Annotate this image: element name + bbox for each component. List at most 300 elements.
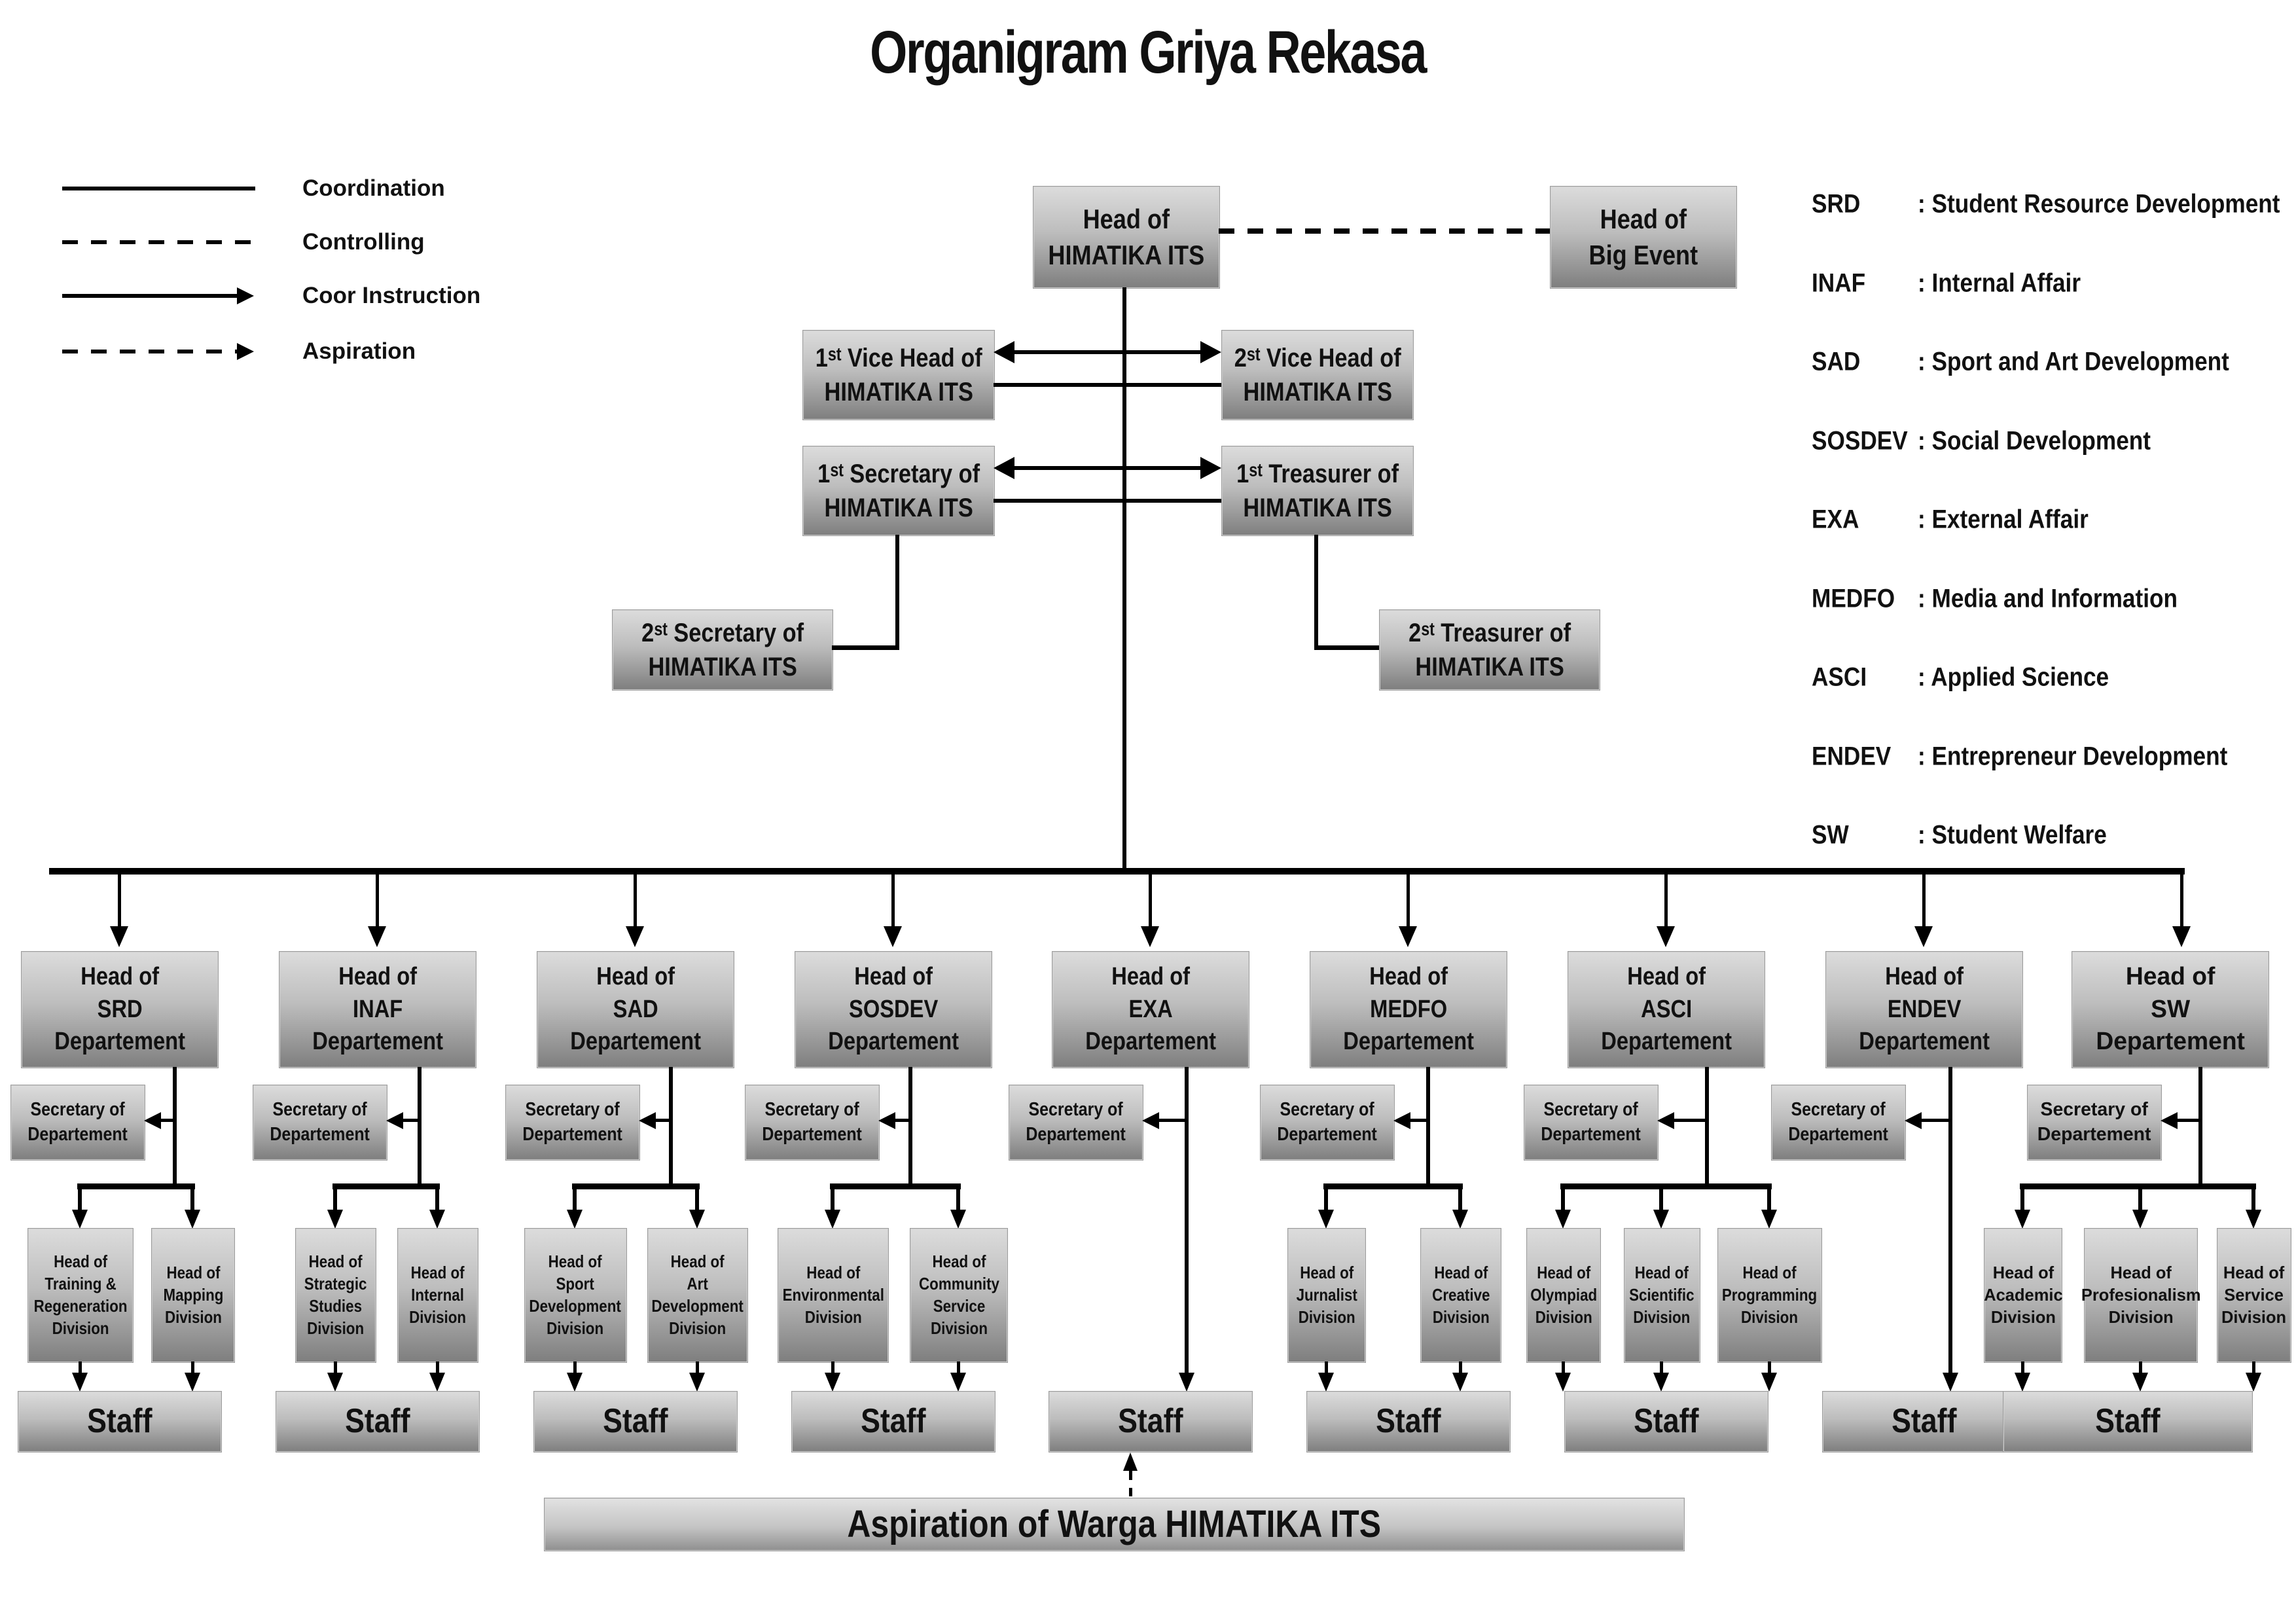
node-secretary-1 — [802, 446, 995, 536]
legend-line-solid — [62, 187, 255, 190]
node-label — [2081, 1262, 2201, 1328]
division-staff-arrowhead-icon-asci-2 — [1761, 1373, 1777, 1392]
controlling-link-line — [1219, 228, 1550, 234]
drop-arrowhead-icon-asci — [1657, 926, 1675, 947]
division-box-asci-0 — [1526, 1228, 1601, 1363]
dept-box-inaf — [279, 951, 476, 1068]
node-label-line: Environmental — [782, 1285, 884, 1305]
abbr-code: EXA — [1812, 505, 1859, 534]
node-label-line: Training & — [45, 1274, 117, 1294]
drop-arrow-shaft-exa — [1149, 875, 1152, 926]
node-label-line: Departement — [54, 1028, 185, 1056]
abbr-code: ENDEV — [1812, 742, 1892, 771]
division-staff-shaft-medfo-1 — [1459, 1362, 1462, 1373]
node-label-line: Departement — [1085, 1028, 1216, 1056]
branch-shaft-sosdev-1 — [956, 1189, 960, 1210]
drop-arrow-shaft-asci — [1664, 875, 1668, 926]
node-label-line: Head of — [1627, 963, 1706, 991]
staff-box-inaf — [276, 1391, 480, 1453]
branch-arrowhead-icon-asci-0 — [1555, 1210, 1571, 1229]
secretary-box-sad — [505, 1085, 640, 1161]
node-label-line: Division — [1298, 1307, 1355, 1327]
node-label — [641, 616, 804, 684]
division-staff-arrowhead-icon-sad-0 — [567, 1373, 583, 1392]
node-label — [2096, 961, 2245, 1058]
legend-label: Coordination — [302, 175, 445, 201]
node-label — [1026, 1098, 1126, 1147]
division-box-srd-1 — [151, 1228, 235, 1363]
staff-box-exa — [1049, 1391, 1253, 1453]
branch-shaft-sad-0 — [573, 1189, 577, 1210]
node-label-line: Departement — [570, 1028, 701, 1056]
node-label-line: Division — [2108, 1307, 2174, 1327]
feed-line-srd — [173, 1067, 177, 1186]
node-label-line: HIMATIKA ITS — [1415, 653, 1564, 681]
division-box-sosdev-0 — [778, 1228, 889, 1363]
division-box-inaf-0 — [295, 1228, 376, 1363]
abbr-code: SOSDEV — [1812, 426, 1908, 456]
node-label-line: Secretary of — [272, 1099, 368, 1121]
node-label-line: Jurnalist — [1296, 1285, 1357, 1305]
node-label-line: Head of — [596, 963, 675, 991]
division-staff-arrowhead-icon-inaf-0 — [327, 1373, 343, 1392]
node-label-line: Community — [918, 1274, 999, 1294]
node-label-line: Division — [669, 1318, 726, 1338]
coor-arrowhead-right-icon — [1200, 457, 1221, 479]
abbr-code: MEDFO — [1812, 584, 1895, 613]
node-label — [1049, 202, 1205, 273]
node-label-line: Departement — [1277, 1124, 1378, 1145]
division-staff-arrowhead-icon-asci-0 — [1555, 1373, 1571, 1392]
node-label-line: Head of — [1434, 1263, 1488, 1283]
node-label-line: 2ˢᵗ Secretary of — [641, 619, 804, 647]
elbow-line — [1314, 645, 1379, 650]
abbr-code: SAD — [1812, 347, 1861, 376]
node-label-line: Programming — [1722, 1285, 1818, 1305]
branch-shaft-inaf-0 — [333, 1189, 337, 1210]
secretary-arrow-shaft-sw — [2178, 1119, 2200, 1122]
aspiration-label — [848, 1500, 1382, 1549]
legend-line-dashed — [62, 240, 255, 244]
node-label — [1343, 961, 1474, 1058]
node-label — [1278, 1098, 1377, 1147]
branch-arrowhead-icon-inaf-0 — [327, 1210, 343, 1229]
node-label-line: Head of — [54, 1252, 107, 1272]
node-label-line: Head of — [548, 1252, 602, 1272]
abbr-meaning: : Internal Affair — [1918, 268, 2081, 298]
feed-line-exa — [1185, 1067, 1189, 1373]
legend-arrowhead-icon — [237, 287, 254, 304]
node-label-line: Head of — [932, 1252, 986, 1272]
legend-label: Controlling — [302, 229, 425, 255]
abbr-meaning: : Media and Information — [1918, 584, 2178, 613]
division-staff-shaft-sad-1 — [696, 1362, 699, 1373]
node-label-line: Head of — [166, 1263, 220, 1283]
division-staff-shaft-srd-0 — [79, 1362, 82, 1373]
node-label-line: Art — [687, 1274, 709, 1294]
division-box-asci-1 — [1624, 1228, 1700, 1363]
division-box-sad-1 — [647, 1228, 748, 1363]
coor-arrowhead-left-icon — [994, 457, 1014, 479]
feed-line-asci — [1705, 1067, 1709, 1186]
branch-arrowhead-icon-medfo-1 — [1452, 1210, 1468, 1229]
node-label-line: Service — [2224, 1285, 2284, 1305]
division-staff-arrowhead-icon-sw-0 — [2015, 1373, 2030, 1392]
node-label-line: Departement — [2037, 1124, 2151, 1145]
node-label-line: Secretary of — [1543, 1099, 1639, 1121]
node-label-line: Secretary of — [525, 1099, 620, 1121]
secretary-arrowhead-icon-endev — [1905, 1112, 1922, 1129]
node-label-line: Departement — [1601, 1028, 1732, 1056]
branch-arrowhead-icon-sw-0 — [2015, 1210, 2030, 1229]
node-label-line: Head of — [1369, 963, 1448, 991]
split-line-sad — [572, 1183, 700, 1189]
node-label-line: Development — [651, 1296, 744, 1316]
division-staff-shaft-sw-1 — [2139, 1362, 2142, 1373]
node-label-line: Development — [529, 1296, 622, 1316]
branch-arrowhead-icon-medfo-0 — [1318, 1210, 1334, 1229]
node-label-line: HIMATIKA ITS — [824, 378, 973, 406]
node-label-line: Head of — [854, 963, 933, 991]
drop-arrow-shaft-sad — [634, 875, 637, 926]
branch-arrowhead-icon-sosdev-0 — [825, 1210, 840, 1229]
aspiration-box — [544, 1498, 1685, 1551]
title-wrap — [0, 18, 2296, 87]
division-staff-shaft-asci-1 — [1660, 1362, 1663, 1373]
node-label — [1789, 1098, 1888, 1147]
node-label-line: Head of — [81, 963, 159, 991]
drop-arrowhead-icon-srd — [110, 926, 128, 947]
dept-box-medfo — [1310, 951, 1507, 1068]
node-label-line: Secretary of — [764, 1099, 860, 1121]
node-label — [1376, 1399, 1441, 1444]
node-label — [2037, 1098, 2151, 1147]
secretary-arrow-shaft-endev — [1922, 1119, 1950, 1122]
dept-box-sad — [537, 951, 734, 1068]
division-staff-shaft-medfo-0 — [1325, 1362, 1328, 1373]
node-label-line: Olympiad — [1530, 1285, 1597, 1305]
node-label-line: Academic — [1983, 1285, 2063, 1305]
division-staff-shaft-inaf-1 — [436, 1362, 439, 1373]
node-label-line: MEDFO — [1369, 995, 1447, 1023]
node-label-line: 2ˢᵗ Treasurer of — [1408, 619, 1571, 647]
node-label-line: Division — [1535, 1307, 1592, 1327]
node-label — [410, 1262, 467, 1328]
division-staff-arrowhead-icon-medfo-0 — [1318, 1373, 1334, 1392]
legend-label: Coor Instruction — [302, 283, 481, 308]
secretary-box-medfo — [1260, 1085, 1395, 1161]
abbr-meaning: : Entrepreneur Development — [1918, 742, 2228, 771]
node-label — [523, 1098, 622, 1147]
node-label-line: Head of — [1992, 1263, 2054, 1283]
node-label-line: Division — [930, 1318, 988, 1338]
node-label — [861, 1399, 925, 1444]
feed-line-sad — [669, 1067, 673, 1186]
node-label-line: Head of — [308, 1252, 363, 1272]
division-staff-shaft-sad-0 — [573, 1362, 577, 1373]
secretary-arrow-shaft-medfo — [1410, 1119, 1428, 1122]
division-staff-shaft-sw-0 — [2021, 1362, 2024, 1373]
branch-arrowhead-icon-sw-1 — [2132, 1210, 2148, 1229]
division-staff-arrowhead-icon-medfo-1 — [1452, 1373, 1468, 1392]
division-box-srd-0 — [27, 1228, 134, 1363]
branch-shaft-asci-2 — [1767, 1189, 1771, 1210]
abbr-code: INAF — [1812, 268, 1866, 298]
branch-arrowhead-icon-srd-0 — [72, 1210, 88, 1229]
abbr-meaning: : Sport and Art Development — [1918, 347, 2229, 376]
branch-arrowhead-icon-asci-1 — [1653, 1210, 1669, 1229]
node-label — [652, 1251, 744, 1339]
node-label-line: Division — [307, 1318, 365, 1338]
legend-line-dashed-arrow — [62, 350, 237, 353]
drop-arrow-shaft-endev — [1922, 875, 1926, 926]
node-label-line: Staff — [1634, 1402, 1699, 1441]
division-staff-arrowhead-icon-sw-1 — [2132, 1373, 2148, 1392]
node-label-line: Departement — [1026, 1124, 1126, 1145]
node-label-line: Staff — [1376, 1402, 1441, 1441]
node-label-line: 2ˢᵗ Vice Head of — [1234, 344, 1401, 372]
drop-arrow-shaft-inaf — [376, 875, 379, 926]
trunk-line — [1122, 287, 1126, 871]
dept-box-sosdev — [795, 951, 992, 1068]
drop-arrowhead-icon-sad — [626, 926, 644, 947]
branch-shaft-sw-2 — [2251, 1189, 2255, 1210]
node-label-line: 1ˢᵗ Vice Head of — [815, 344, 982, 372]
division-box-sw-2 — [2217, 1228, 2291, 1363]
node-label-line: Staff — [1118, 1402, 1183, 1441]
feed-line-medfo — [1426, 1067, 1430, 1186]
feed-line-sosdev — [908, 1067, 912, 1186]
node-label — [270, 1098, 370, 1147]
staff-box-endev — [1822, 1391, 2026, 1453]
node-label-line: Staff — [345, 1402, 410, 1441]
secretary-arrowhead-icon-inaf — [386, 1112, 403, 1129]
node-label — [816, 341, 982, 409]
node-label — [817, 457, 980, 525]
node-label — [1589, 202, 1698, 273]
dept-box-exa — [1052, 951, 1249, 1068]
node-label-line: Head of — [338, 963, 417, 991]
branch-arrowhead-icon-sw-2 — [2246, 1210, 2261, 1229]
branch-shaft-inaf-1 — [435, 1189, 439, 1210]
abbr-meaning: : External Affair — [1918, 505, 2089, 534]
node-label-line: SAD — [613, 995, 658, 1023]
node-label-line: SW — [2150, 995, 2190, 1023]
node-label — [1601, 961, 1732, 1058]
division-box-asci-2 — [1717, 1228, 1822, 1363]
node-label — [304, 1251, 367, 1339]
dept-box-asci — [1568, 951, 1765, 1068]
node-label-line: Sport — [556, 1274, 595, 1294]
staff-box-sw — [2003, 1391, 2253, 1453]
node-label — [919, 1251, 999, 1339]
elbow-line — [895, 535, 899, 649]
drop-arrowhead-icon-exa — [1141, 926, 1159, 947]
node-label-line: Departement — [522, 1124, 623, 1145]
dept-box-sw — [2072, 951, 2269, 1068]
drop-arrowhead-icon-sw — [2172, 926, 2191, 947]
page-title: Organigram Griya Rekasa — [870, 19, 1426, 86]
node-label-line: HIMATIKA ITS — [648, 653, 797, 681]
division-staff-arrowhead-icon-inaf-1 — [429, 1373, 445, 1392]
node-label — [828, 961, 959, 1058]
division-staff-arrowhead-icon-sosdev-1 — [950, 1373, 966, 1392]
coordination-line — [994, 499, 1221, 503]
secretary-arrow-shaft-srd — [161, 1119, 175, 1122]
secretary-arrowhead-icon-medfo — [1393, 1112, 1410, 1129]
coordination-line — [994, 383, 1221, 387]
node-treasurer-2 — [1379, 609, 1600, 691]
node-label-line: Regeneration — [33, 1296, 128, 1316]
node-label-line: Staff — [603, 1402, 668, 1441]
division-box-sosdev-1 — [910, 1228, 1008, 1363]
node-label — [603, 1399, 668, 1444]
node-label-line: Division — [409, 1307, 467, 1327]
secretary-box-srd — [10, 1085, 145, 1161]
node-label-line: Division — [1633, 1307, 1691, 1327]
aspiration-arrowhead-icon — [1123, 1453, 1138, 1471]
node-label-line: Division — [1432, 1307, 1490, 1327]
split-line-srd — [77, 1183, 195, 1189]
node-label-line: Division — [804, 1307, 862, 1327]
node-label — [1541, 1098, 1641, 1147]
split-line-sosdev — [830, 1183, 961, 1189]
node-label-line: INAF — [352, 995, 403, 1023]
abbr-code: SRD — [1812, 189, 1861, 219]
node-head-of-himatika — [1033, 186, 1220, 289]
node-label-line: Strategic — [304, 1274, 367, 1294]
division-box-sad-0 — [524, 1228, 627, 1363]
split-line-asci — [1560, 1183, 1772, 1189]
secretary-box-sosdev — [745, 1085, 880, 1161]
node-label-line: Head of — [1885, 963, 1964, 991]
division-box-medfo-0 — [1287, 1228, 1366, 1363]
node-label-line: Division — [2221, 1307, 2287, 1327]
branch-shaft-sosdev-0 — [831, 1189, 834, 1210]
node-label-line: Secretary of — [1791, 1099, 1886, 1121]
node-label-line: Service — [933, 1296, 985, 1316]
node-label-line: HIMATIKA ITS — [1243, 378, 1392, 406]
staff-box-srd — [18, 1391, 222, 1453]
drop-arrowhead-icon-endev — [1914, 926, 1933, 947]
node-label — [1432, 1262, 1490, 1328]
branch-shaft-medfo-0 — [1324, 1189, 1328, 1210]
abbr-code: ASCI — [1812, 662, 1867, 692]
secretary-arrowhead-icon-exa — [1142, 1112, 1159, 1129]
node-label-line: Internal — [411, 1285, 465, 1305]
branch-shaft-sad-1 — [695, 1189, 699, 1210]
node-label — [2095, 1399, 2160, 1444]
secretary-arrowhead-icon-srd — [144, 1112, 161, 1129]
drop-arrowhead-icon-sosdev — [884, 926, 902, 947]
drop-arrow-shaft-sosdev — [891, 875, 895, 926]
secretary-arrowhead-icon-sosdev — [878, 1112, 895, 1129]
node-label-line: Scientific — [1629, 1285, 1695, 1305]
division-staff-shaft-sw-2 — [2252, 1362, 2255, 1373]
division-staff-arrowhead-icon-sw-2 — [2246, 1373, 2261, 1392]
aspiration-text: Aspiration of Warga HIMATIKA ITS — [847, 1503, 1382, 1546]
node-label-line: HIMATIKA ITS — [824, 494, 973, 522]
feed-line-sw — [2198, 1067, 2202, 1186]
node-label — [1234, 341, 1401, 409]
node-label-line: Departement — [1541, 1124, 1641, 1145]
node-label-line: Studies — [309, 1296, 363, 1316]
node-label-line: 1ˢᵗ Secretary of — [817, 460, 980, 488]
node-label — [1118, 1399, 1183, 1444]
split-line-medfo — [1323, 1183, 1463, 1189]
abbr-meaning: : Applied Science — [1918, 662, 2109, 692]
dept-box-endev — [1825, 951, 2023, 1068]
secretary-arrowhead-icon-sw — [2161, 1112, 2178, 1129]
node-label — [1236, 457, 1399, 525]
node-label — [1634, 1399, 1698, 1444]
division-box-inaf-1 — [397, 1228, 478, 1363]
node-head-of-big-event — [1550, 186, 1737, 289]
division-staff-shaft-sosdev-0 — [831, 1362, 834, 1373]
node-label — [782, 1262, 884, 1328]
division-staff-arrowhead-icon-srd-0 — [72, 1373, 88, 1392]
staff-box-asci — [1564, 1391, 1768, 1453]
drop-arrow-shaft-sw — [2180, 875, 2183, 926]
node-label-line: Secretary of — [2040, 1099, 2149, 1121]
coor-arrow-shaft — [1014, 466, 1200, 470]
node-label-line: ENDEV — [1887, 995, 1962, 1023]
division-box-sw-1 — [2081, 1228, 2201, 1363]
node-label-line: SRD — [97, 995, 143, 1023]
node-label — [570, 961, 701, 1058]
split-line-inaf — [332, 1183, 440, 1189]
node-label-line: 1ˢᵗ Treasurer of — [1236, 460, 1399, 488]
node-label-line: Head of — [806, 1263, 860, 1283]
abbr-meaning: : Student Welfare — [1918, 820, 2107, 850]
abbr-meaning: : Student Resource Development — [1918, 189, 2280, 219]
coor-arrow-shaft — [1014, 350, 1200, 354]
node-label-line: Head of — [2223, 1263, 2285, 1283]
node-label-line: Division — [164, 1307, 222, 1327]
node-label-line: ASCI — [1640, 995, 1693, 1023]
node-label-line: Departement — [1343, 1028, 1474, 1056]
node-label-line: Head of — [1743, 1263, 1797, 1283]
node-label-line: Secretary of — [1280, 1099, 1375, 1121]
branch-shaft-srd-1 — [190, 1189, 194, 1210]
node-label-line: Head of — [1300, 1263, 1354, 1283]
node-label-line: Secretary of — [30, 1099, 126, 1121]
node-label — [54, 961, 185, 1058]
division-staff-arrowhead-icon-asci-1 — [1653, 1373, 1669, 1392]
secretary-arrow-shaft-exa — [1159, 1119, 1187, 1122]
branch-arrowhead-icon-sosdev-1 — [950, 1210, 966, 1229]
drop-arrowhead-icon-medfo — [1399, 926, 1417, 947]
node-vice-head-2 — [1221, 330, 1414, 420]
node-label-line: Head of — [1635, 1263, 1689, 1283]
node-label-line: Departement — [1788, 1124, 1889, 1145]
node-label-line: Head of — [2125, 963, 2215, 991]
node-label — [1296, 1262, 1357, 1328]
secretary-box-endev — [1771, 1085, 1906, 1161]
distribution-line — [49, 868, 2185, 875]
node-label-line: Departement — [762, 1124, 863, 1145]
node-label — [529, 1251, 621, 1339]
node-label — [345, 1399, 410, 1444]
coor-arrowhead-left-icon — [994, 341, 1014, 363]
node-label-line: Staff — [2095, 1402, 2161, 1441]
node-label-line: Head of — [1537, 1263, 1590, 1283]
division-box-sw-0 — [1984, 1228, 2062, 1363]
node-label-line: Departement — [27, 1124, 128, 1145]
node-label-line: Head of — [410, 1263, 465, 1283]
node-label-line: Mapping — [163, 1285, 223, 1305]
coor-arrowhead-right-icon — [1200, 341, 1221, 363]
